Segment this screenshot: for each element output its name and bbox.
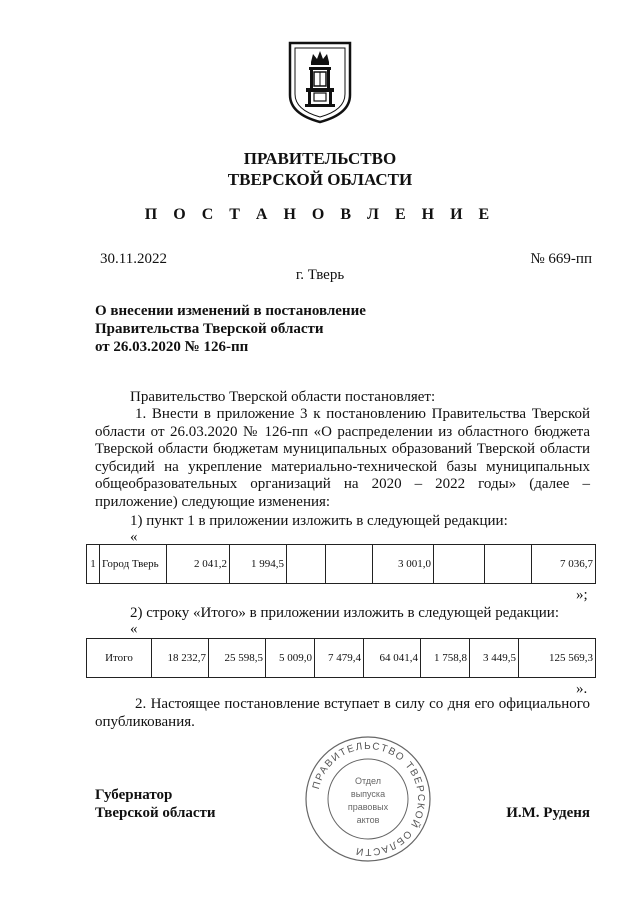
subject-line2: Правительства Тверской области bbox=[95, 321, 324, 337]
document-type: П О С Т А Н О В Л Е Н И Е bbox=[144, 206, 496, 223]
subject-line3: от 26.03.2020 № 126-пп bbox=[95, 339, 249, 355]
table-cell bbox=[326, 545, 373, 584]
stamp-line3: правовых bbox=[347, 802, 389, 812]
table-total bbox=[86, 638, 596, 678]
document-number: № 669-пп bbox=[530, 251, 592, 267]
subject-line1: О внесении изменений в постановление bbox=[95, 303, 366, 319]
intro-text: Правительство Тверской области постановляет: bbox=[130, 389, 436, 405]
document-city: г. Тверь bbox=[295, 267, 345, 283]
document-date: 30.11.2022 bbox=[100, 251, 167, 267]
table-cell: 1 994,5 bbox=[230, 545, 287, 584]
sub2-text: 2) строку «Итого» в приложении изложить в следующей редакции: bbox=[130, 605, 559, 621]
item2-text: 2. Настоящее постановление вступает в силу со дня его официального опубликования. bbox=[95, 696, 590, 730]
item1-text: 1. Внести в приложение 3 к постановлению Правительства Тверской области от 26.03.2020 № 126-пп «О распределении из областного бюджета Тверской области бюджетам муниципальных образований Тверской области субсидий на укрепление материально-технической базы муниципальных общеобразовательных организаций на 2020 – 2022 годы» (далее – приложение) следующие изменения: bbox=[95, 406, 590, 510]
table-cell: 1 758,8 bbox=[421, 639, 470, 678]
sub1-text: 1) пункт 1 в приложении изложить в следующей редакции: bbox=[130, 513, 508, 529]
table-cell: 7 479,4 bbox=[315, 639, 364, 678]
government-title-line1: ПРАВИТЕЛЬСТВО bbox=[243, 149, 397, 168]
table-cell: 5 009,0 bbox=[266, 639, 315, 678]
table-cell bbox=[287, 545, 326, 584]
signer-position-line2: Тверской области bbox=[95, 805, 216, 821]
table-cell: 25 598,5 bbox=[209, 639, 266, 678]
stamp-line2: выпуска bbox=[350, 789, 386, 799]
signer-position-line1: Губернатор bbox=[95, 787, 173, 803]
close-quote-1: »; bbox=[576, 587, 588, 603]
stamp-ring-text: ПРАВИТЕЛЬСТВО ТВЕРСКОЙ ОБЛАСТИ bbox=[310, 740, 427, 858]
open-quote-2: « bbox=[130, 621, 138, 637]
table-cell: 64 041,4 bbox=[364, 639, 421, 678]
table-row bbox=[87, 545, 596, 584]
table-cell bbox=[434, 545, 485, 584]
table-cell: 3 449,5 bbox=[470, 639, 519, 678]
close-quote-2: ». bbox=[576, 681, 588, 697]
table-row bbox=[87, 639, 596, 678]
table-cell-name: Город Тверь bbox=[100, 545, 167, 584]
table-cell: 3 001,0 bbox=[373, 545, 434, 584]
government-title-line2: ТВЕРСКОЙ ОБЛАСТИ bbox=[227, 170, 413, 189]
table-cell bbox=[485, 545, 532, 584]
coat-of-arms-icon bbox=[287, 40, 353, 124]
open-quote-1: « bbox=[130, 529, 138, 545]
table-cell: 7 036,7 bbox=[532, 545, 596, 584]
table-cell-name: Итого bbox=[87, 639, 152, 678]
table-cell-num: 1 bbox=[87, 545, 100, 584]
stamp-line1: Отдел bbox=[354, 776, 382, 786]
table-cell: 2 041,2 bbox=[167, 545, 230, 584]
table-cell: 125 569,3 bbox=[519, 639, 596, 678]
table-point-1 bbox=[86, 544, 596, 584]
official-stamp bbox=[303, 734, 433, 864]
stamp-line4: актов bbox=[356, 815, 380, 825]
signer-name: И.М. Руденя bbox=[506, 805, 590, 821]
table-cell: 18 232,7 bbox=[152, 639, 209, 678]
